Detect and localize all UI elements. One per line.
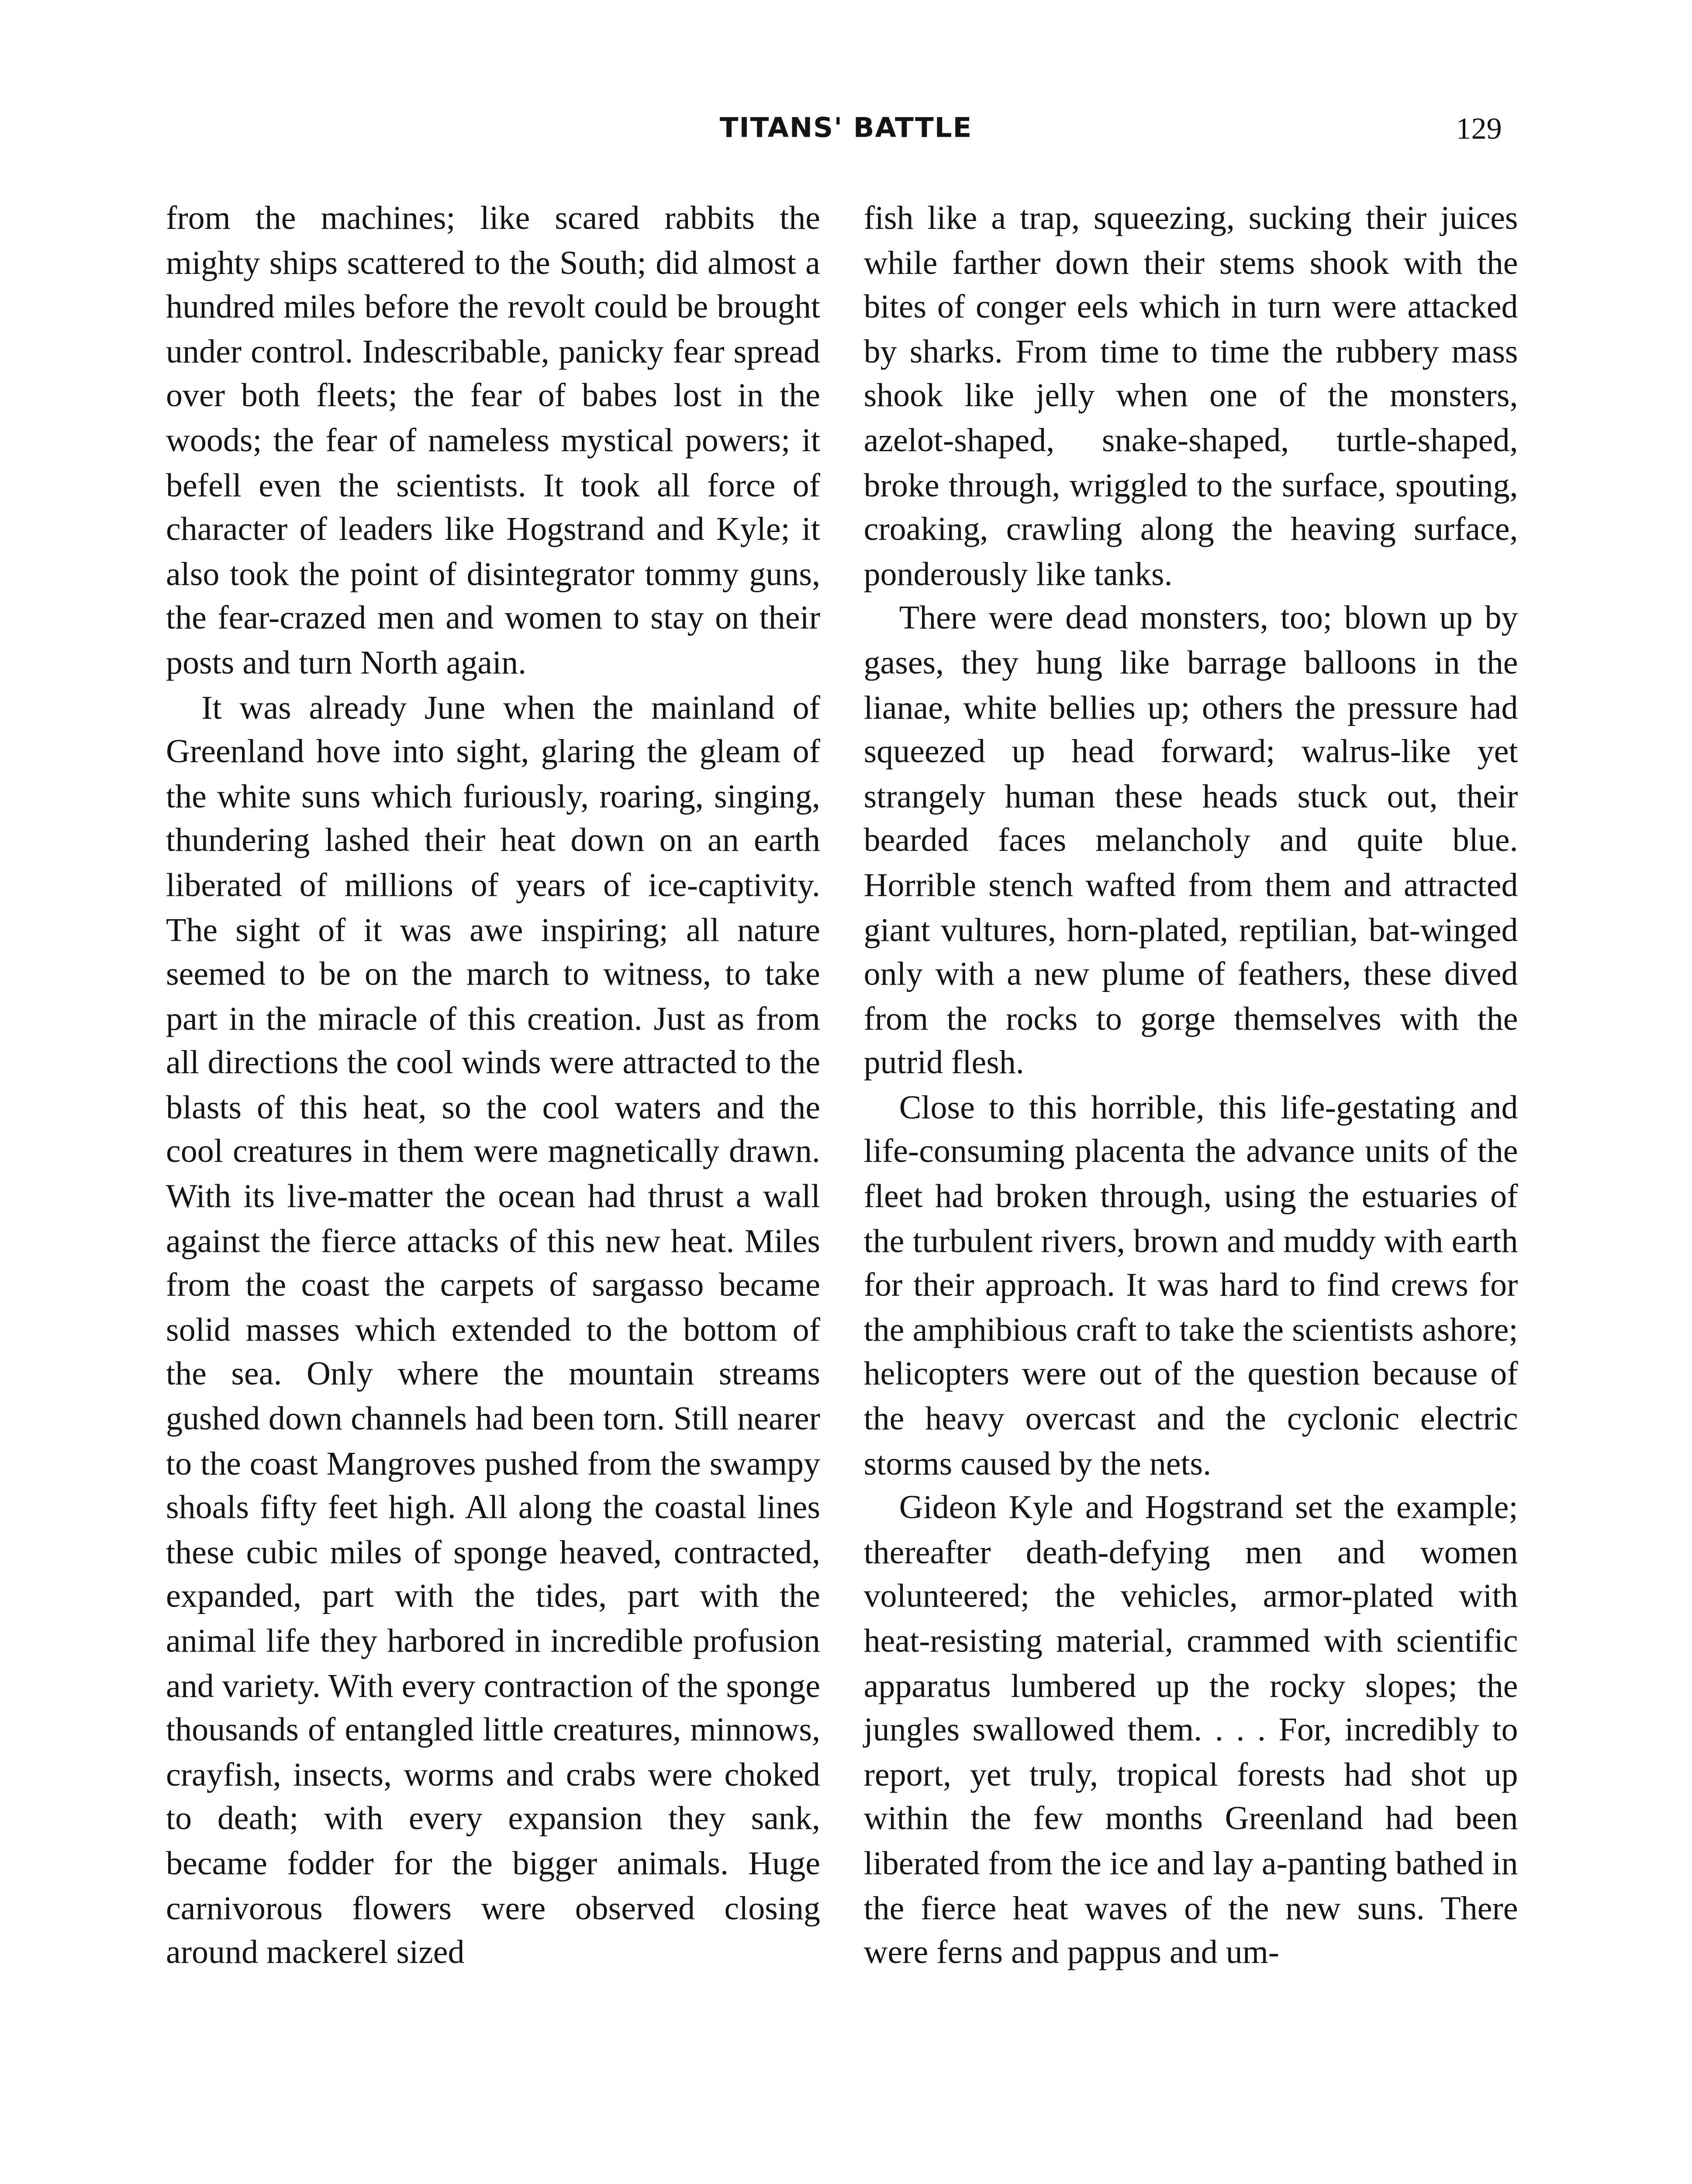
paragraph: Gideon Kyle and Hogstrand set the example; thereafter death-defying men and women volunteered; the vehicles, armor-plated with heat-resisting material, crammed with scientific apparatus lumbered up the rocky slopes; the jungles swallowed them. . . . For, incredibly to report, yet truly, tropical forests had shot up within the few months Greenland had been liberated from the ice and lay a-panting bathed in the fierce heat waves of the new suns. There were ferns and pappus and um- [863, 1491, 1518, 1971]
left-column [166, 198, 820, 1977]
running-title: TITANS' BATTLE [719, 113, 973, 145]
paragraph: There were dead monsters, too; blown up by gases, they hung like barrage balloons in the lianae, white bellies up; others the pressure had squeezed up head forward; walrus-like yet strangely human these heads stuck out, their bearded faces melancholy and quite blue. Horrible stench wafted from them and attracted giant vultures, horn-plated, reptilian, bat-winged only with a new plume of feathers, these dived from the rocks to gorge themselves with the putrid flesh. [863, 601, 1518, 1082]
paragraph: It was already June when the mainland of Greenland hove into sight, glaring the gleam of the white suns which furiously, roaring, singing, thundering lashed their heat down on an earth liberated of millions of years of ice-captivity. The sight of it was awe inspiring; all nature seemed to be on the march to witness, to take part in the miracle of this creation. Just as from all directions the cool winds were attracted to the blasts of this heat, so the cool waters and the cool creatures in them were magnetically drawn. With its live-matter the ocean had thrust a wall against the fierce attacks of this new heat. Miles from the coast the carpets of sargasso became solid masses which extended to the bottom of the sea. Only where the mountain streams gushed down channels had been torn. Still nearer to the coast Mangroves pushed from the swampy shoals fifty feet high. All along the coastal lines these cubic miles of sponge heaved, contracted, expanded, part with the tides, part with the animal life they harbored in incredible profusion and variety. With every contraction of the sponge thousands of entangled little creatures, minnows, crayfish, insects, worms and crabs were choked to death; with every expansion they sank, became fodder for the bigger animals. Huge carnivorous flowers were observed closing around mackerel sized [166, 691, 820, 1971]
running-head [0, 113, 1692, 161]
paragraph: fish like a trap, squeezing, sucking their juices while farther down their stems shook with the bites of conger eels which in turn were attacked by sharks. From time to time the rubbery mass shook like jelly when one of the monsters, azelot-shaped, snake-shaped, turtle-shaped, broke through, wriggled to the surface, spouting, croaking, crawling along the heaving surface, ponderously like tanks. [863, 201, 1518, 593]
right-column [864, 198, 1518, 1977]
paragraph: Close to this horrible, this life-gestating and life-consuming placenta the advance units of the fleet had broken through, using the estuaries of the turbulent rivers, brown and muddy with earth for their approach. It was hard to find crews for the amphibious craft to take the scientists ashore; helicopters were out of the question because of the heavy overcast and the cyclonic electric storms caused by the nets. [863, 1091, 1518, 1482]
paragraph: from the machines; like scared rabbits the mighty ships scattered to the South; did almost a hundred miles before the revolt could be brought under control. Indescribable, panicky fear spread over both fleets; the fear of babes lost in the woods; the fear of nameless mystical powers; it befell even the scientists. It took all force of character of leaders like Hogstrand and Kyle; it also took the point of disintegrator tommy guns, the fear-crazed men and women to stay on their posts and turn North again. [166, 201, 820, 682]
page-number: 129 [1456, 113, 1502, 147]
